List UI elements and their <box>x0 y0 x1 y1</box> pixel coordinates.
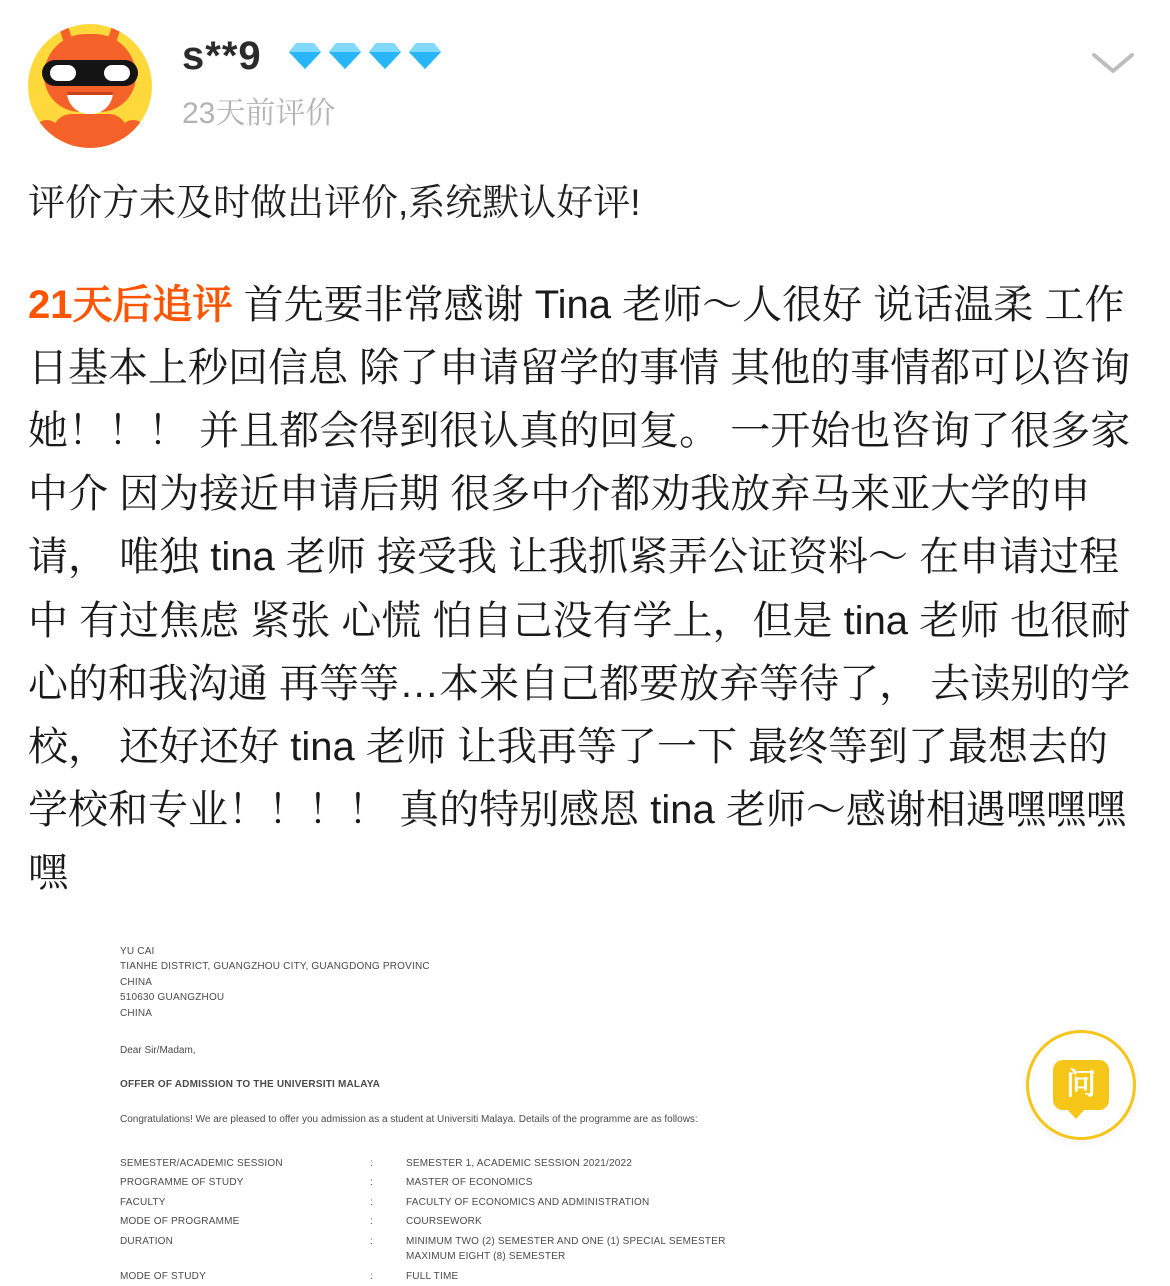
username: s**9 <box>182 34 262 78</box>
username-row <box>182 34 1142 78</box>
letter-subject: OFFER OF ADMISSION TO THE UNIVERSITI MALAYA <box>120 1078 381 1090</box>
chevron-down-icon <box>1090 49 1136 77</box>
detail-label: DURATION <box>120 1235 174 1247</box>
detail-value-line: MINIMUM TWO (2) SEMESTER AND ONE (1) SPECIAL SEMESTER <box>406 1235 726 1247</box>
review-body <box>0 150 1170 1286</box>
detail-value: SEMESTER 1, ACADEMIC SESSION 2021/2022 <box>406 1157 633 1169</box>
append-review-text: 首先要非常感谢 Tina 老师～人很好 说话温柔 工作日基本上秒回信息 除了申请留学的事情 其他的事情都可以咨询她！！！ 并且都会得到很认真的回复。 一开始也咨询了很多家中介 因为接近申请后期 很多中介都劝我放弃马来亚大学的申请， 唯独 tina 老师 接受我 让我抓紧弄公证资料～ 在申请过程中 有过焦虑 紧张 心慌 怕自己没有学上，但是 tina 老师 也很耐心的和我沟通 再等等…本来自己都要放弃等待了， 去读别的学校， 还好还好 tina 老师 让我再等了一下 最终等到了最想去的学校和专业！！！！ 真的特别感恩 tina 老师～感谢相遇嘿嘿嘿嘿 <box>28 282 1131 896</box>
table-row <box>120 1154 820 1174</box>
detail-label: PROGRAMME OF STUDY <box>120 1177 244 1189</box>
append-review-tag: 21天后追评 <box>28 282 233 327</box>
review-header <box>0 0 1170 150</box>
table-row <box>120 1193 820 1213</box>
avatar-claw-left-icon <box>34 120 60 146</box>
addressee-line: CHINA <box>120 1007 153 1019</box>
table-row <box>120 1212 820 1232</box>
detail-label: MODE OF PROGRAMME <box>120 1216 240 1228</box>
detail-label: FACULTY <box>120 1196 166 1208</box>
detail-value-multi <box>406 1232 820 1267</box>
programme-details-table <box>120 1154 820 1286</box>
addressee-block <box>120 944 820 1022</box>
avatar-lens-right-icon <box>104 65 130 81</box>
addressee-line: YU CAI <box>120 945 155 957</box>
diamond-icon <box>408 41 442 71</box>
attachment-wrapper[interactable] <box>28 940 1142 1286</box>
detail-value: FACULTY OF ECONOMICS AND ADMINISTRATION <box>406 1196 650 1208</box>
addressee-line: CHINA <box>120 976 153 988</box>
table-row <box>120 1232 820 1267</box>
detail-value: MASTER OF ECONOMICS <box>406 1177 533 1189</box>
addressee-line: 510630 GUANGZHOU <box>120 992 225 1004</box>
user-level-badges <box>288 41 442 71</box>
table-row <box>120 1267 820 1286</box>
diamond-icon <box>328 41 362 71</box>
avatar-body-icon <box>53 114 127 148</box>
offer-letter-image[interactable] <box>120 940 820 1286</box>
detail-separator: : <box>370 1216 373 1228</box>
detail-separator: : <box>370 1196 373 1208</box>
salutation: Dear Sir/Madam, <box>120 1045 196 1057</box>
avatar-claw-right-icon <box>120 120 146 146</box>
detail-separator: : <box>370 1270 373 1282</box>
speech-bubble-icon <box>1053 1060 1109 1110</box>
detail-separator: : <box>370 1157 373 1169</box>
diamond-icon <box>288 41 322 71</box>
first-comment-text: 评价方未及时做出评价,系统默认好评! <box>28 182 641 223</box>
detail-label: SEMESTER/ACADEMIC SESSION <box>120 1157 283 1169</box>
collapse-toggle[interactable] <box>1086 36 1140 90</box>
avatar-lens-left-icon <box>50 65 76 81</box>
detail-value-line: MAXIMUM EIGHT (8) SEMESTER <box>406 1251 566 1263</box>
addressee-line: TIANHE DISTRICT, GUANGZHOU CITY, GUANGDONG PROVINC <box>120 961 430 973</box>
ask-button-label: 问 <box>1066 1068 1096 1101</box>
detail-value: COURSEWORK <box>406 1216 482 1228</box>
review-header-text <box>182 24 1142 132</box>
diamond-icon <box>368 41 402 71</box>
detail-value: FULL TIME <box>406 1270 459 1282</box>
avatar[interactable] <box>28 24 152 148</box>
letter-paragraph: Congratulations! We are pleased to offer you admission as a student at Universiti Malaya. Details of the programme are as follows: <box>120 1114 698 1126</box>
append-review-paragraph <box>28 274 1142 906</box>
detail-label: MODE OF STUDY <box>120 1270 206 1282</box>
table-row <box>120 1173 820 1193</box>
review-timestamp: 23天前评价 <box>182 97 336 130</box>
ask-button[interactable] <box>1026 1030 1136 1140</box>
detail-separator: : <box>370 1177 373 1189</box>
detail-separator: : <box>370 1235 373 1247</box>
